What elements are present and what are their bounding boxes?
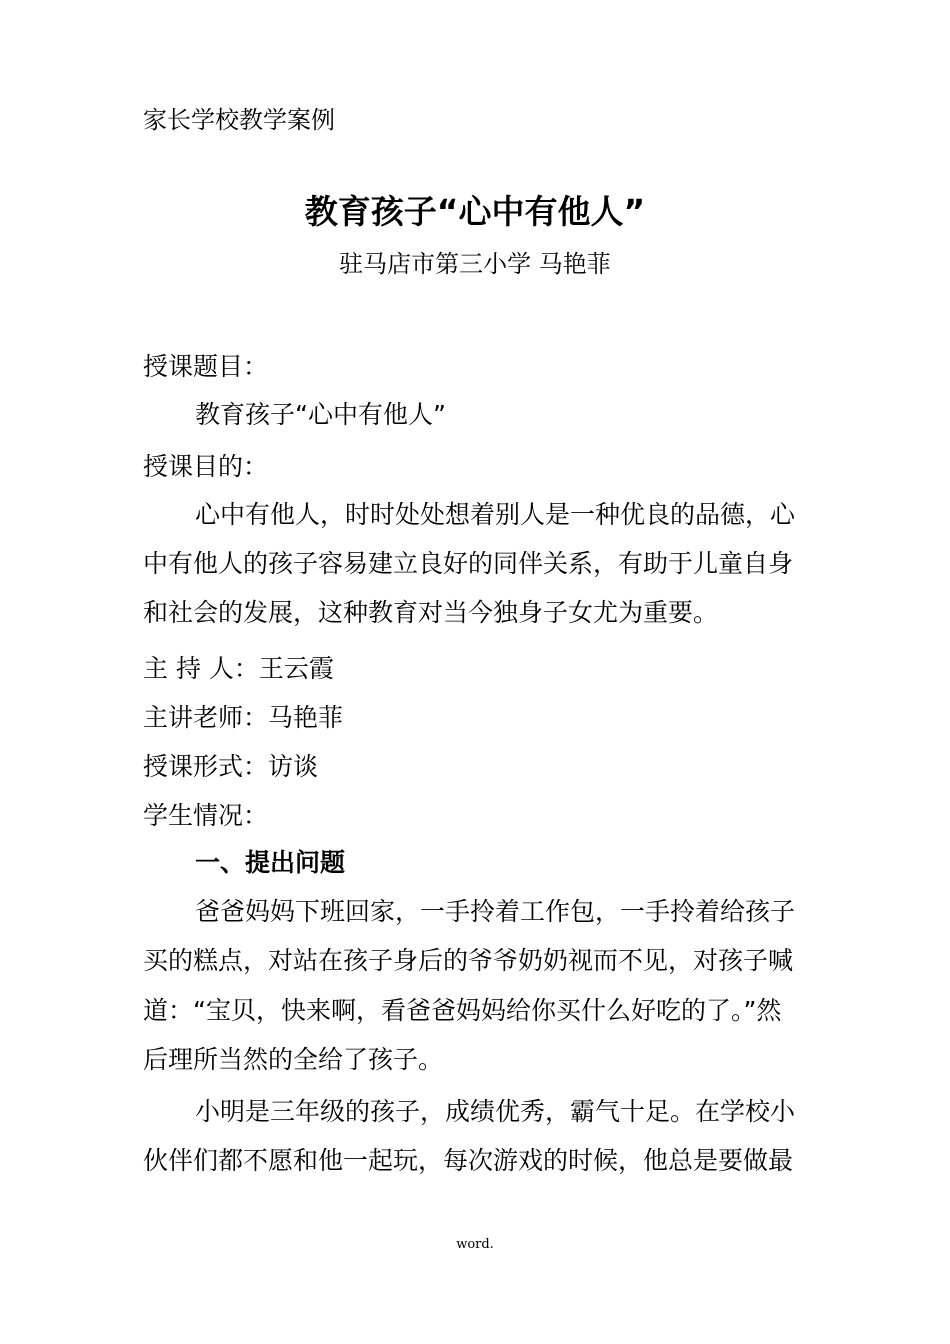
paragraph-line: 小明是三年级的孩子，成绩优秀，霸气十足。在学校小 [195, 1097, 796, 1126]
host-line: 主 持 人：王云霞 [143, 654, 334, 683]
lecturer-line: 主讲老师：马艳菲 [143, 703, 344, 732]
topic-value: 教育孩子“心中有他人” [195, 400, 446, 429]
student-label: 学生情况： [143, 801, 269, 830]
purpose-line: 中有他人的孩子容易建立良好的同伴关系，有助于儿童自身 [143, 549, 794, 578]
section-heading: 一、提出问题 [195, 848, 346, 877]
purpose-line: 和社会的发展，这种教育对当今独身子女尤为重要。 [143, 598, 719, 627]
topic-label: 授课题目： [143, 352, 269, 381]
paragraph-line: 伙伴们都不愿和他一起玩，每次游戏的时候，他总是要做最 [143, 1146, 794, 1175]
purpose-line: 心中有他人，时时处处想着别人是一种优良的品德，心 [195, 500, 796, 529]
document-title: 教育孩子“心中有他人” [304, 192, 646, 231]
paragraph-line: 道：“宝贝，快来啊，看爸爸妈妈给你买什么好吃的了。”然 [143, 996, 782, 1025]
header-label: 家长学校教学案例 [143, 106, 335, 134]
paragraph-line: 买的糕点，对站在孩子身后的爷爷奶奶视而不见，对孩子喊 [143, 946, 794, 975]
format-line: 授课形式：访谈 [143, 752, 319, 781]
paragraph-line: 爸爸妈妈下班回家，一手拎着工作包，一手拎着给孩子 [195, 897, 796, 926]
document-subtitle: 驻马店市第三小学 马艳菲 [339, 250, 611, 278]
page-footer: word. [456, 1237, 494, 1252]
purpose-label: 授课目的： [143, 452, 269, 481]
paragraph-line: 后理所当然的全给了孩子。 [143, 1045, 444, 1074]
